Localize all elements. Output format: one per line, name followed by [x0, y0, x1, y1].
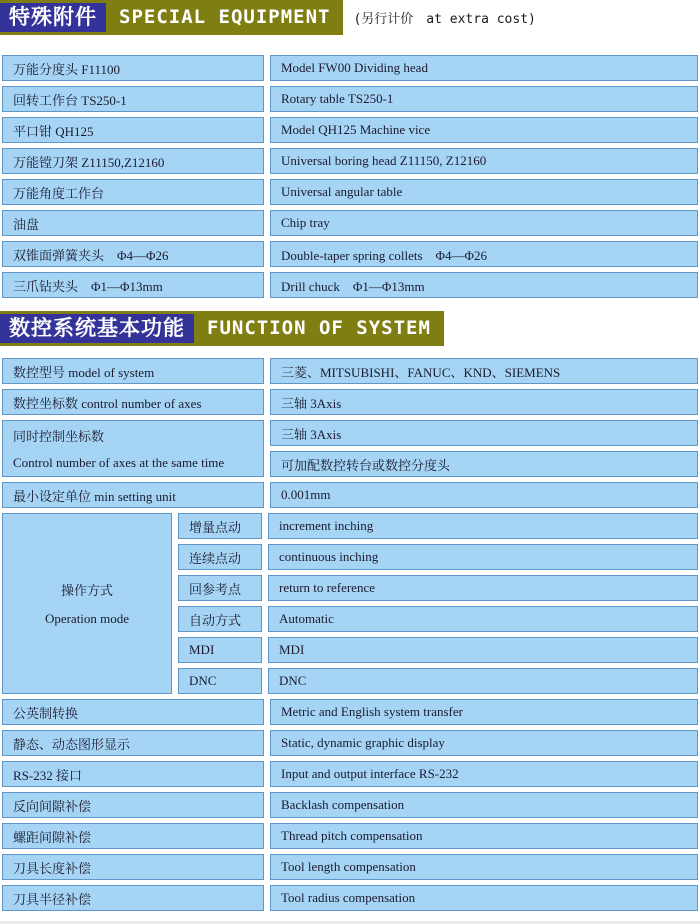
special-equipment-table [2, 55, 698, 298]
cell-zh: 螺距间隙补偿 [2, 823, 264, 849]
table-row [2, 117, 698, 143]
table-row-simultaneous-axes [2, 420, 698, 477]
table-row [2, 358, 698, 384]
table-row [2, 730, 698, 756]
cell-en: Tool radius compensation [270, 885, 698, 911]
cell-zh: 连续点动 [178, 544, 262, 570]
cell-en: Metric and English system transfer [270, 699, 698, 725]
special-equipment-header [0, 0, 700, 35]
operation-mode-label-zh: 操作方式 [60, 583, 113, 598]
table-row [2, 179, 698, 205]
cell-zh: 油盘 [2, 210, 264, 236]
operation-mode-label-en: Operation mode [44, 611, 130, 626]
operation-mode-rows [178, 513, 698, 694]
table-row [178, 513, 698, 539]
section-title-en: SPECIAL EQUIPMENT [119, 6, 331, 28]
cell-en: 三菱、MITSUBISHI、FANUC、KND、SIEMENS [270, 358, 698, 384]
table-row [2, 761, 698, 787]
cell-en: Drill chuck Φ1—Φ13mm [270, 272, 698, 298]
function-of-system-header-bar [0, 311, 444, 346]
cell-zh: 万能角度工作台 [2, 179, 264, 205]
cell-en: return to reference [268, 575, 698, 601]
cell-zh: 反向间隙补偿 [2, 792, 264, 818]
cell-zh: 三爪钻夹头 Φ1—Φ13mm [2, 272, 264, 298]
table-row [2, 699, 698, 725]
table-row [2, 854, 698, 880]
special-equipment-header-bar [0, 0, 343, 35]
cell-en: 三轴 3Axis [270, 420, 698, 446]
table-row [178, 637, 698, 663]
cell-zh: 自动方式 [178, 606, 262, 632]
cell-zh: 最小设定单位 min setting unit [2, 482, 264, 508]
table-row [2, 55, 698, 81]
table-row [2, 885, 698, 911]
cell-zh: DNC [178, 668, 262, 694]
cell-zh: 平口钳 QH125 [2, 117, 264, 143]
cell-en: increment inching [268, 513, 698, 539]
cell-zh: 数控坐标数 control number of axes [2, 389, 264, 415]
section-title-en: FUNCTION OF SYSTEM [207, 317, 431, 339]
table-row [2, 86, 698, 112]
section-title-zh: 特殊附件 [0, 3, 106, 32]
cell-en: MDI [268, 637, 698, 663]
cell-en: Universal angular table [270, 179, 698, 205]
extra-cost-note: (另行计价 at extra cost) [353, 12, 536, 27]
cell-en: Tool length compensation [270, 854, 698, 880]
cell-en: Automatic [268, 606, 698, 632]
cell-en: Thread pitch compensation [270, 823, 698, 849]
table-row [2, 148, 698, 174]
cell-zh: 刀具长度补偿 [2, 854, 264, 880]
table-row [178, 575, 698, 601]
table-row [2, 389, 698, 415]
table-row [178, 668, 698, 694]
cell-zh: 静态、动态图形显示 [2, 730, 264, 756]
cell-en: 可加配数控转台或数控分度头 [270, 451, 698, 477]
cell-en-stack [270, 420, 698, 477]
table-row [2, 241, 698, 267]
function-of-system-table [2, 358, 698, 911]
cell-zh: 增量点动 [178, 513, 262, 539]
table-row [2, 210, 698, 236]
table-row [2, 272, 698, 298]
cell-en: Static, dynamic graphic display [270, 730, 698, 756]
cell-en: continuous inching [268, 544, 698, 570]
table-row [178, 544, 698, 570]
table-row [2, 482, 698, 508]
cell-zh: 回转工作台 TS250-1 [2, 86, 264, 112]
cell-en: Model QH125 Machine vice [270, 117, 698, 143]
cell-zh: 万能镗刀架 Z11150,Z12160 [2, 148, 264, 174]
cell-zh: 万能分度头 F11100 [2, 55, 264, 81]
function-of-system-header [0, 311, 700, 346]
cell-zh: MDI [178, 637, 262, 663]
cell-zh: 刀具半径补偿 [2, 885, 264, 911]
cell-zh: 双锥面弹簧夹头 Φ4—Φ26 [2, 241, 264, 267]
cell-zh [2, 420, 264, 477]
cell-zh: 数控型号 model of system [2, 358, 264, 384]
cell-en: Universal boring head Z11150, Z12160 [270, 148, 698, 174]
cell-en: Chip tray [270, 210, 698, 236]
cell-zh: 公英制转换 [2, 699, 264, 725]
operation-mode-label-cell [2, 513, 172, 694]
cell-en: Double-taper spring collets Φ4—Φ26 [270, 241, 698, 267]
cell-en: 三轴 3Axis [270, 389, 698, 415]
table-row [178, 606, 698, 632]
cell-en: DNC [268, 668, 698, 694]
cell-en: 0.001mm [270, 482, 698, 508]
cell-en: Rotary table TS250-1 [270, 86, 698, 112]
table-row [2, 792, 698, 818]
cell-en: Backlash compensation [270, 792, 698, 818]
cell-zh: RS-232 接口 [2, 761, 264, 787]
section-title-zh: 数控系统基本功能 [0, 314, 194, 343]
label-en: Control number of axes at the same time [13, 455, 225, 470]
cell-en: Model FW00 Dividing head [270, 55, 698, 81]
operation-mode-block [2, 513, 698, 694]
cell-zh: 回参考点 [178, 575, 262, 601]
cell-en: Input and output interface RS-232 [270, 761, 698, 787]
label-zh: 同时控制坐标数 [13, 429, 105, 444]
table-row [2, 823, 698, 849]
